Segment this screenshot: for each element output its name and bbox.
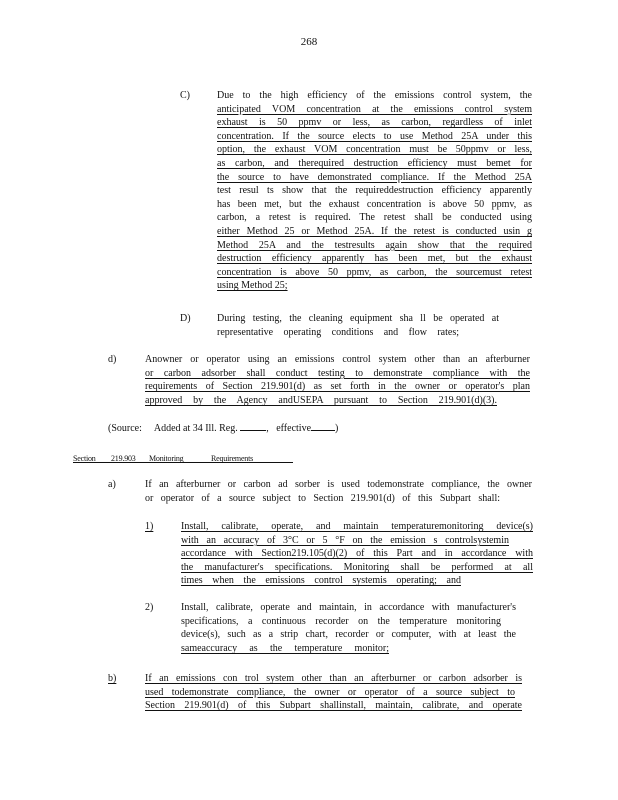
item-c-text (217, 89, 532, 293)
item-c-line: either Method 25 or Method 25A. If the retest is conducted usin g (217, 225, 532, 237)
section-word: Section (73, 454, 96, 463)
section-heading-rule (73, 462, 293, 463)
item-1-text (181, 520, 533, 588)
section-heading (73, 452, 253, 466)
page-number: 268 (300, 36, 318, 48)
item-1-line: the manufacturer's specifications. Monitoring shall be performed at all (181, 561, 533, 573)
item-D-text (217, 312, 499, 339)
item-a-label: a) (108, 479, 116, 490)
item-1-line: with an accuracy of 3°C or 5 °F on the emission s controlsystemin (181, 534, 509, 546)
item-c-line: test resul ts show that the requireddestruction efficiency apparently (217, 185, 532, 197)
item-c-line: the source to have demonstrated compliance. If the Method 25A (217, 171, 532, 183)
item-a-text (145, 478, 532, 505)
item-2-text (181, 601, 516, 655)
reg-blank (240, 420, 266, 431)
item-c-line: concentration is above 50 ppmv, as carbon, the sourcemust retest (217, 266, 532, 278)
item-2-line: Install, calibrate, operate and maintain, in accordance with manufacturer's (181, 602, 516, 613)
item-D-line: representative operating conditions and flow rates; (217, 326, 459, 338)
item-c-line: Due to the high efficiency of the emissions control system, the (217, 90, 532, 101)
item-1-label: 1) (145, 521, 154, 532)
item-c-line: Method 25A and the testresults again show that the required (217, 239, 532, 251)
item-c-line: has been met, but the exhaust concentration is above 50 ppmv, as (217, 198, 532, 210)
source-note: (Source: Added at 34 Ill. Reg. , effective ) (108, 420, 338, 436)
item-c-line: using Method 25; (217, 280, 288, 292)
item-2-line: sameaccuracy as the temperature monitor; (181, 642, 389, 654)
item-d-label: d) (108, 354, 117, 365)
item-1-line: Install, calibrate, operate, and maintain temperaturemonitoring device(s) (181, 521, 533, 532)
source-added: Added at 34 Ill. Reg. (153, 423, 238, 434)
source-effective: effective (276, 423, 312, 434)
item-b-text (145, 672, 522, 713)
effective-blank (311, 420, 335, 431)
item-D-line: During testing, the cleaning equipment sha ll be operated at (217, 313, 499, 324)
item-c-line: anticipated VOM concentration at the emissions control system (217, 103, 532, 115)
item-c-line: concentration. If the source elects to use Method 25A under this (217, 130, 532, 142)
section-number: 219.903 (111, 454, 136, 463)
item-2-line: device(s), such as a strip chart, recorder or computer, with at least the (181, 629, 516, 641)
item-d-line: requirements of Section 219.901(d) as set forth in the owner or operator's plan (145, 381, 530, 393)
item-2-label: 2) (145, 602, 154, 613)
item-c-line: as carbon, and therequired destruction efficiency must bemet for (217, 157, 532, 169)
item-c-line: exhaust is 50 ppmv or less, as carbon, regardless of inlet (217, 117, 532, 129)
section-title-2: Requirements (211, 454, 254, 463)
item-a-line: If an afterburner or carbon ad sorber is used todemonstrate compliance, the owner (145, 479, 532, 490)
item-c-line: option, the exhaust VOM concentration must be 50ppmv or less, (217, 144, 532, 156)
item-c-label: C) (180, 90, 190, 101)
item-a-line: or operator of a source subject to Section 219.901(d) of this Subpart shall: (145, 492, 500, 504)
source-open: (Source: (108, 423, 142, 434)
item-b-label: b) (108, 673, 117, 684)
item-d-line: approved by the Agency andUSEPA pursuant to Section 219.901(d)(3). (145, 394, 497, 406)
section-title-1: Monitoring (149, 454, 184, 463)
item-c-line: destruction efficiency apparently has been met, but the exhaust (217, 253, 532, 265)
item-D-label: D) (180, 313, 191, 324)
item-d-text (145, 353, 530, 407)
source-close: ) (335, 423, 339, 434)
item-b-line: used todemonstrate compliance, the owner or operator of a source subject to (145, 686, 515, 698)
item-1-line: accordance with Section219.105(d)(2) of this Part and in accordance with (181, 548, 533, 560)
item-d-line: Anowner or operator using an emissions control system other than an afterburner (145, 354, 530, 365)
item-b-line: If an emissions con trol system other than an afterburner or carbon adsorber is (145, 673, 522, 684)
item-1-line: times when the emissions control systemis operating; and (181, 575, 461, 587)
item-b-line: Section 219.901(d) of this Subpart shallinstall, maintain, calibrate, and operate (145, 700, 522, 712)
item-2-line: specifications, a continuous recorder on the temperature monitoring (181, 615, 501, 627)
item-d-line: or carbon adsorber shall conduct testing to demonstrate compliance with the (145, 367, 530, 379)
item-c-line: carbon, a retest is required. The retest shall be conducted using (217, 212, 532, 224)
